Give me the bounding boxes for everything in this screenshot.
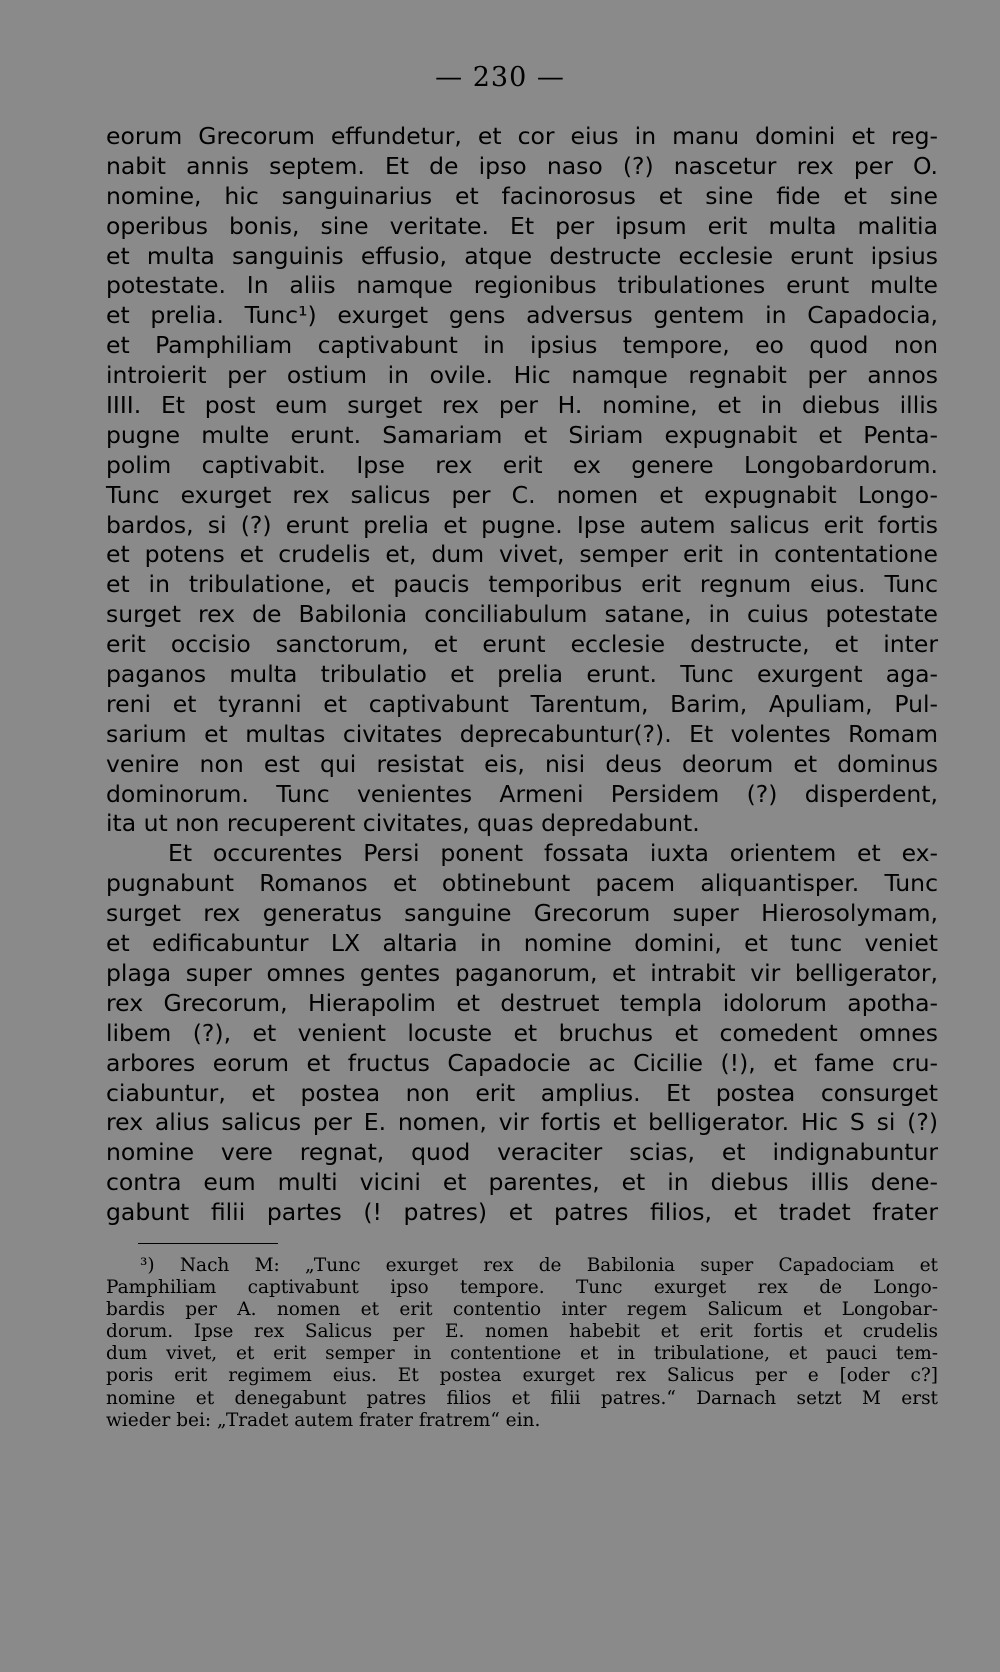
text-line: pugnabunt Romanos et obtinebunt pacem aliquantisper. Tunc <box>106 869 938 898</box>
footnote-line: nomine et denegabunt patres filios et filii patres.“ Darnach setzt M erst <box>106 1387 938 1409</box>
text-line: rex alius salicus per E. nomen, vir fortis et belligerator. Hic S si (?) <box>106 1108 938 1137</box>
text-line: et in tribulatione, et paucis temporibus erit regnum eius. Tunc <box>106 570 938 599</box>
text-line: surget rex generatus sanguine Grecorum super Hierosolymam, <box>106 899 938 928</box>
footnote-line: bardis per A. nomen et erit contentio inter regem Salicum et Longobar- <box>106 1299 938 1321</box>
text-line: et edificabuntur LX altaria in nomine domini, et tunc veniet <box>106 929 938 958</box>
text-line: nomine vere regnat, quod veraciter scias, et indignabuntur <box>106 1138 938 1167</box>
text-line: eorum Grecorum effundetur, et cor eius in manu domini et reg- <box>106 122 938 150</box>
footnote-line: wieder bei: „Tradet autem frater fratrem“ ein. <box>106 1409 541 1431</box>
text-line: potestate. In aliis namque regionibus tribulationes erunt multe <box>106 271 938 300</box>
text-line: surget rex de Babilonia conciliabulum satane, in cuius potestate <box>106 600 938 629</box>
text-line: et prelia. Tunc¹) exurget gens adversus gentem in Capadocia, <box>106 301 938 330</box>
text-line: contra eum multi vicini et parentes, et in diebus illis dene- <box>106 1168 938 1197</box>
footnote-separator <box>138 1243 278 1244</box>
text-line: nomine, hic sanguinarius et facinorosus et sine fide et sine <box>106 181 938 210</box>
footnote-line: Pamphiliam captivabunt ipso tempore. Tunc exurget rex de Longo- <box>106 1277 938 1299</box>
text-line: sarium et multas civitates deprecabuntur(?). Et volentes Romam <box>106 719 938 748</box>
text-line: et potens et crudelis et, dum vivet, semper erit in contentatione <box>106 540 938 569</box>
text-line: introierit per ostium in ovile. Hic namque regnabit per annos <box>106 361 938 390</box>
text-line: rex Grecorum, Hierapolim et destruet templa idolorum apotha- <box>106 988 938 1017</box>
text-line: libem (?), et venient locuste et bruchus et comedent omnes <box>106 1018 938 1047</box>
text-line: operibus bonis, sine veritate. Et per ipsum erit multa malitia <box>106 211 938 240</box>
text-line: erit occisio sanctorum, et erunt ecclesie destructe, et inter <box>106 630 938 659</box>
text-line: polim captivabit. Ipse rex erit ex genere Longobardorum. <box>106 450 938 479</box>
footnote-line: dum vivet, et erit semper in contentione et in tribulatione, et pauci tem- <box>106 1343 938 1365</box>
text-line: reni et tyranni et captivabunt Tarentum, Barim, Apuliam, Pul- <box>106 689 938 718</box>
text-line: et multa sanguinis effusio, atque destructe ecclesie erunt ipsius <box>106 241 938 270</box>
text-line: venire non est qui resistat eis, nisi deus deorum et dominus <box>106 749 938 778</box>
footnote-line: poris erit regimem eius. Et postea exurget rex Salicus per e [oder c?] <box>106 1365 938 1387</box>
text-line: paganos multa tribulatio et prelia erunt. Tunc exurgent aga- <box>106 660 938 689</box>
text-line: plaga super omnes gentes paganorum, et intrabit vir belligerator, <box>106 958 938 987</box>
text-line: nabit annis septem. Et de ipso naso (?) nascetur rex per O. <box>106 151 938 180</box>
text-line: ita ut non recuperent civitates, quas depredabunt. <box>106 809 700 838</box>
text-line: arbores eorum et fructus Capadocie ac Cicilie (!), et fame cru- <box>106 1048 938 1077</box>
text-line: pugne multe erunt. Samariam et Siriam expugnabit et Penta- <box>106 420 938 449</box>
footnote <box>106 1255 938 1432</box>
paragraph-start-line: Et occurentes Persi ponent fossata iuxta orientem et ex- <box>168 839 938 868</box>
footnote-line: dorum. Ipse rex Salicus per E. nomen habebit et erit fortis et crudelis <box>106 1321 938 1343</box>
text-line: IIII. Et post eum surget rex per H. nomine, et in diebus illis <box>106 391 938 420</box>
text-line: dominorum. Tunc venientes Armeni Persidem (?) disperdent, <box>106 779 938 808</box>
footnote-line: ³) Nach M: „Tunc exurget rex de Babilonia super Capadociam et <box>140 1255 938 1276</box>
main-text <box>106 122 938 1228</box>
text-line: gabunt filii partes (! patres) et patres filios, et tradet frater <box>106 1198 938 1227</box>
text-line: bardos, si (?) erunt prelia et pugne. Ipse autem salicus erit fortis <box>106 510 938 539</box>
text-line: ciabuntur, et postea non erit amplius. Et postea consurget <box>106 1078 938 1107</box>
text-line: et Pamphiliam captivabunt in ipsius tempore, eo quod non <box>106 331 938 360</box>
text-line: Tunc exurget rex salicus per C. nomen et expugnabit Longo- <box>106 480 938 509</box>
page-number: — 230 — <box>435 62 565 93</box>
